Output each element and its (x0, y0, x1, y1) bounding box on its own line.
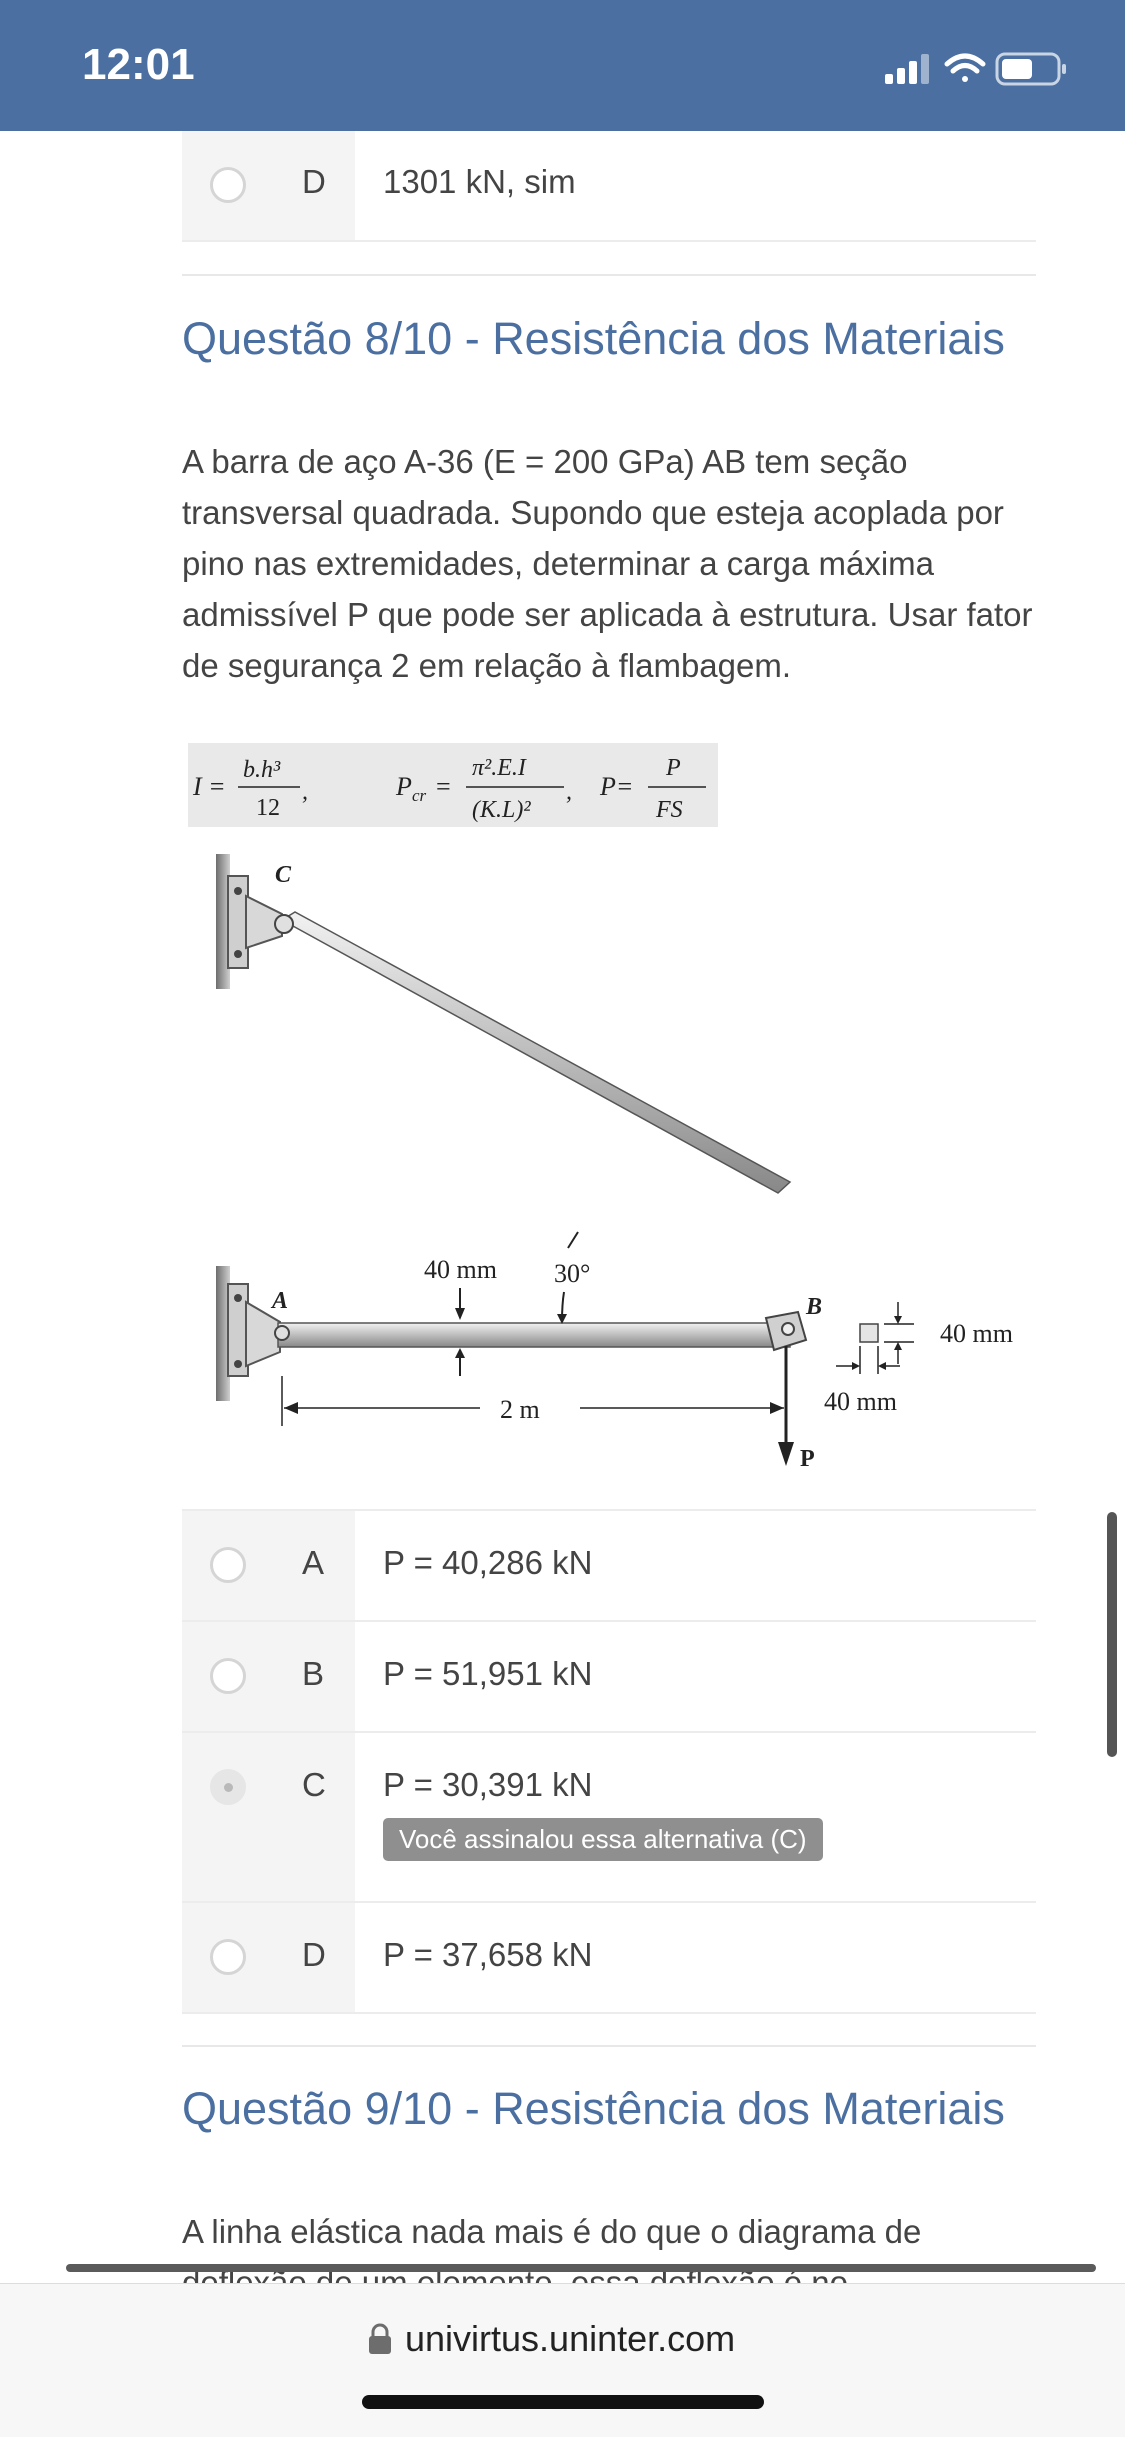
page-content (0, 131, 1125, 2281)
section-width-label: 40 mm (824, 1387, 897, 1416)
lock-icon (366, 2322, 394, 2356)
formula-sep-1: , (302, 779, 308, 805)
label-a: A (272, 1288, 289, 1314)
status-bar (0, 0, 1125, 131)
formula-p-num: P (666, 755, 681, 781)
wall-support-c (216, 854, 282, 989)
wifi-icon (947, 56, 983, 82)
question8-options (0, 1509, 1125, 2145)
formula-pcr-num: π².E.I (472, 755, 526, 781)
label-p: P (800, 1446, 815, 1472)
thickness-label: 40 mm (424, 1255, 497, 1284)
angle-label: 30° (554, 1259, 591, 1288)
option-letter-b: B (302, 1655, 325, 1692)
formula-pcr-eq: = (436, 772, 451, 801)
formula-i-lhs: I = (193, 772, 226, 801)
question9-title: Questão 9/10 - Resistência dos Materiais (182, 2083, 1005, 2134)
question-divider (182, 2045, 1036, 2047)
structure-diagram (200, 836, 1050, 1496)
cross-section (836, 1302, 914, 1374)
question-divider (182, 274, 1036, 276)
question8-body: A barra de aço A-36 (E = 200 GPa) AB tem seção transversal quadrada. Supondo que esteja acoplada por pino nas extremidades, determinar a carga máxima admissível P que pode ser aplicada à estrutura. Usar fator de segurança 2 em relação à flambagem. (182, 443, 1033, 684)
formula-pcr-den: (K.L)² (472, 797, 531, 823)
radio-button[interactable] (210, 167, 246, 203)
status-time: 12:01 (82, 40, 195, 89)
pin-c (275, 915, 293, 933)
option-letter-c: C (302, 1766, 326, 1803)
formula-pcr-lhs: P (396, 772, 412, 801)
radio-button-b[interactable] (210, 1658, 246, 1694)
option-b[interactable] (182, 1622, 1036, 1733)
option-a[interactable] (182, 1511, 1036, 1622)
pin-a (275, 1326, 289, 1340)
option-letter-a: A (302, 1544, 325, 1581)
question8-title: Questão 8/10 - Resistência dos Materiais (182, 313, 1005, 364)
label-c: C (275, 862, 292, 888)
formula-pcr-sub: cr (412, 786, 427, 805)
formulas (188, 743, 718, 827)
formula-i-num: b.h³ (243, 757, 281, 783)
formula-i-den: 12 (256, 795, 280, 821)
browser-url-bar[interactable] (0, 2283, 1125, 2437)
home-indicator[interactable] (362, 2395, 764, 2409)
status-icons (885, 46, 1085, 90)
option-text-d: P = 37,658 kN (383, 1936, 593, 1973)
option-text-a: P = 40,286 kN (383, 1544, 593, 1581)
battery-icon (997, 54, 1066, 84)
option-text-c: P = 30,391 kN (383, 1766, 593, 1803)
option-c[interactable] (182, 1733, 1036, 1903)
radio-button-c-selected[interactable] (210, 1769, 246, 1805)
option-text-b: P = 51,951 kN (383, 1655, 593, 1692)
url-text[interactable]: univirtus.uninter.com (405, 2318, 736, 2359)
section-height-label: 40 mm (940, 1319, 1013, 1348)
question9-body: A linha elástica nada mais é do que o diagrama de (182, 2213, 922, 2250)
option-letter: D (302, 163, 326, 200)
option-d[interactable] (182, 1903, 1036, 2014)
length-label: 2 m (500, 1395, 540, 1424)
member-bc (282, 912, 790, 1193)
selected-answer-badge: Você assinalou essa alternativa (C) (383, 1818, 823, 1861)
cellular-signal-icon (885, 54, 929, 84)
member-ab (278, 1323, 790, 1347)
option-letter-d: D (302, 1936, 326, 1973)
radio-button-d[interactable] (210, 1939, 246, 1975)
vertical-scrollbar[interactable] (1107, 1512, 1117, 1757)
option-text: 1301 kN, sim (383, 163, 576, 200)
formula-p-den: FS (656, 797, 683, 823)
wall-support-a (216, 1266, 280, 1401)
prev-option-d[interactable] (182, 131, 1036, 242)
formula-p-lhs: P= (600, 772, 634, 801)
horizontal-scrollbar[interactable] (66, 2264, 1096, 2272)
formula-sep-2: , (566, 779, 572, 805)
label-b: B (806, 1294, 823, 1320)
radio-button-a[interactable] (210, 1547, 246, 1583)
